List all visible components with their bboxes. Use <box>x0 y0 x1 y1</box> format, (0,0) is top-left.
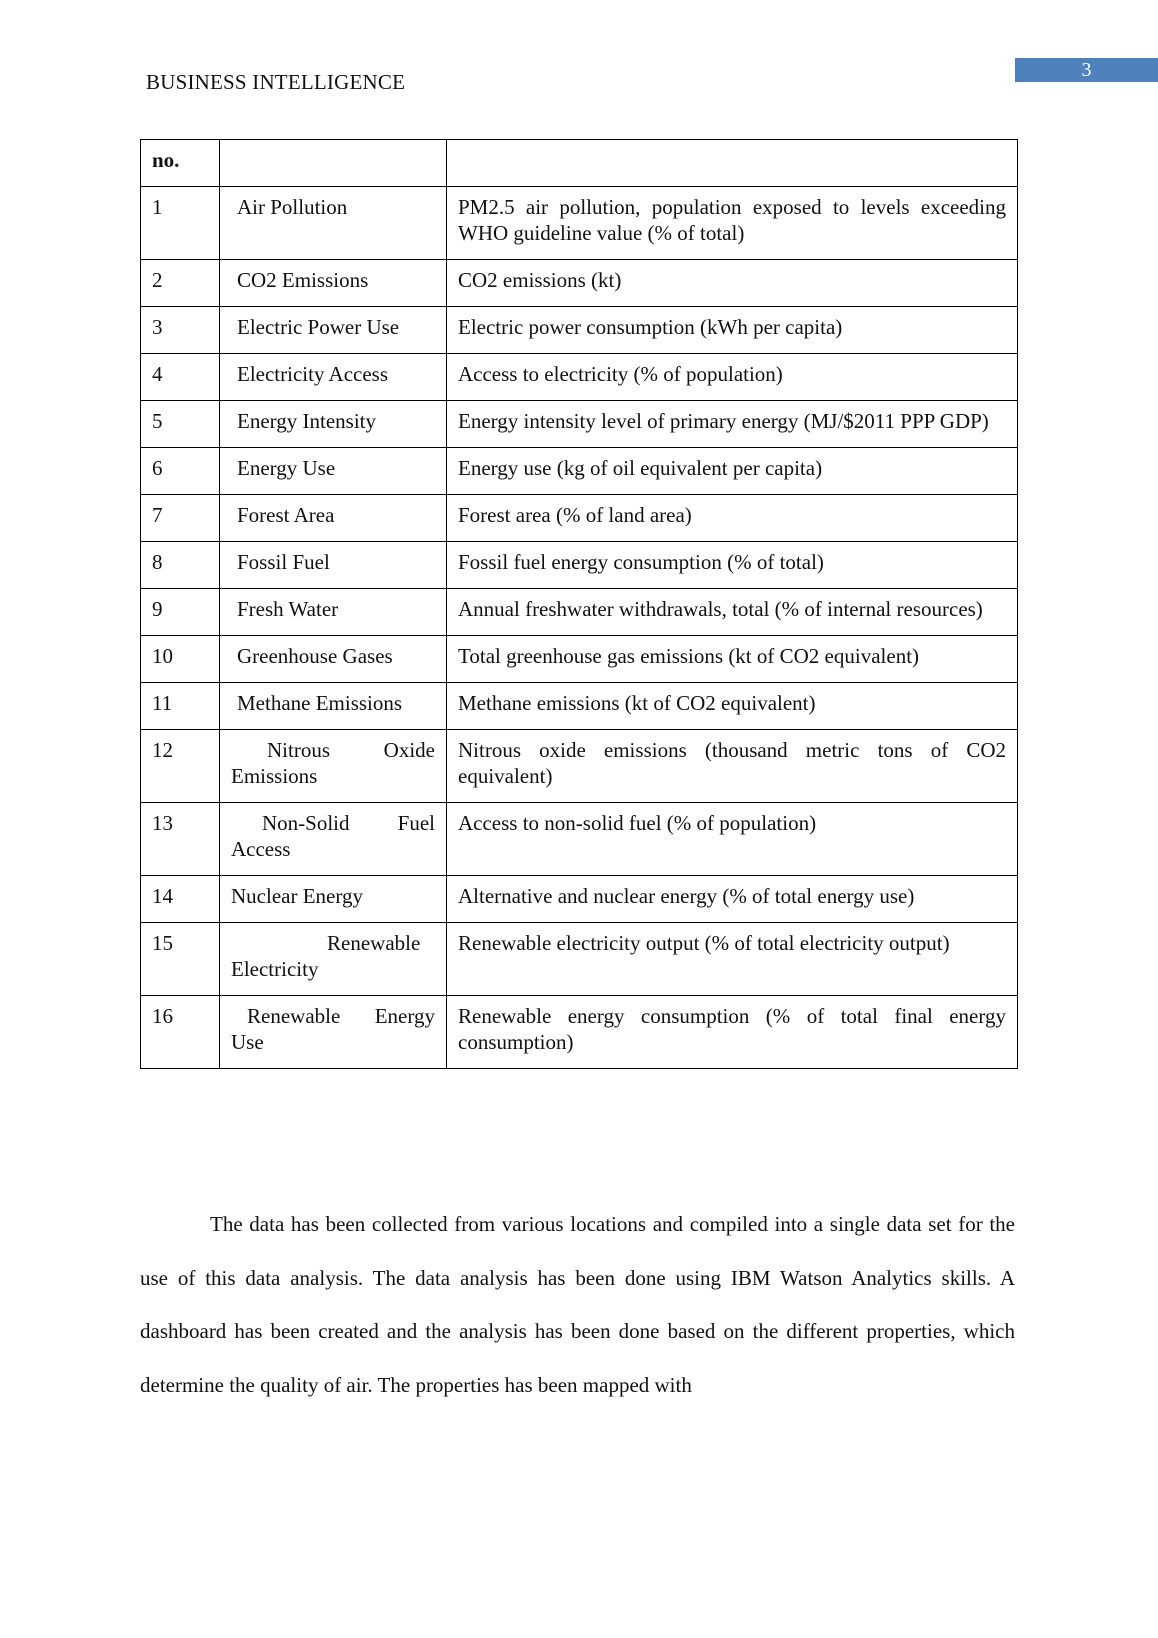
indicator-description: Energy intensity level of primary energy (MJ/$2011 PPP GDP) <box>447 401 1018 448</box>
indicator-description: Alternative and nuclear energy (% of total energy use) <box>447 876 1018 923</box>
row-number: 5 <box>141 401 220 448</box>
indicator-description: CO2 emissions (kt) <box>447 260 1018 307</box>
table-row <box>141 589 1018 636</box>
row-number: 12 <box>141 730 220 803</box>
row-number: 7 <box>141 495 220 542</box>
table-row <box>141 683 1018 730</box>
indicator-description: Energy use (kg of oil equivalent per capita) <box>447 448 1018 495</box>
row-number: 3 <box>141 307 220 354</box>
header-name-cell <box>220 140 447 187</box>
table-row <box>141 495 1018 542</box>
row-number: 4 <box>141 354 220 401</box>
row-number: 8 <box>141 542 220 589</box>
indicator-name: Greenhouse Gases <box>220 636 447 683</box>
body-paragraph: The data has been collected from various locations and compiled into a single data set for the use of this data analysis. The data analysis has been done using IBM Watson Analytics skills. A dashboard has been created and the analysis has been done based on the different properties, which determine the quality of air. The properties has been mapped with <box>140 1212 1015 1397</box>
table-row <box>141 730 1018 803</box>
indicator-name: Nitrous Oxide Emissions <box>220 730 447 803</box>
indicator-description: Annual freshwater withdrawals, total (% of internal resources) <box>447 589 1018 636</box>
indicator-description: Access to non-solid fuel (% of population) <box>447 803 1018 876</box>
indicator-name: Electric Power Use <box>220 307 447 354</box>
table-row <box>141 260 1018 307</box>
running-header: BUSINESS INTELLIGENCE <box>146 70 406 94</box>
indicator-name: Nuclear Energy <box>220 876 447 923</box>
indicator-name: Energy Intensity <box>220 401 447 448</box>
indicator-name: Methane Emissions <box>220 683 447 730</box>
indicator-description: Methane emissions (kt of CO2 equivalent) <box>447 683 1018 730</box>
row-number: 14 <box>141 876 220 923</box>
table-row <box>141 803 1018 876</box>
indicator-description: Access to electricity (% of population) <box>447 354 1018 401</box>
indicator-description: Renewable energy consumption (% of total final energy consumption) <box>447 996 1018 1069</box>
indicator-description: Fossil fuel energy consumption (% of total) <box>447 542 1018 589</box>
row-number: 9 <box>141 589 220 636</box>
table-row <box>141 636 1018 683</box>
indicator-name: Electricity Access <box>220 354 447 401</box>
table-row <box>141 923 1018 996</box>
indicator-name: Energy Use <box>220 448 447 495</box>
indicator-description: PM2.5 air pollution, population exposed to levels exceeding WHO guideline value (% of total) <box>447 187 1018 260</box>
table-header-row <box>141 140 1018 187</box>
indicator-name: Non-Solid Fuel Access <box>220 803 447 876</box>
indicator-name: Fresh Water <box>220 589 447 636</box>
indicator-name: CO2 Emissions <box>220 260 447 307</box>
indicator-name: Air Pollution <box>220 187 447 260</box>
row-number: 11 <box>141 683 220 730</box>
table-row <box>141 401 1018 448</box>
row-number: 15 <box>141 923 220 996</box>
row-number: 1 <box>141 187 220 260</box>
indicator-name: Fossil Fuel <box>220 542 447 589</box>
row-number: 2 <box>141 260 220 307</box>
indicator-name: Renewable Energy Use <box>220 996 447 1069</box>
page-number: 3 <box>1015 58 1158 82</box>
row-number: 13 <box>141 803 220 876</box>
header-no-cell: no. <box>141 140 220 187</box>
table-row <box>141 448 1018 495</box>
table-row <box>141 187 1018 260</box>
row-number: 6 <box>141 448 220 495</box>
table-row <box>141 307 1018 354</box>
row-number: 16 <box>141 996 220 1069</box>
indicator-description: Electric power consumption (kWh per capita) <box>447 307 1018 354</box>
table-row <box>141 354 1018 401</box>
indicator-description: Forest area (% of land area) <box>447 495 1018 542</box>
table-row <box>141 996 1018 1069</box>
table-row <box>141 876 1018 923</box>
indicator-description: Nitrous oxide emissions (thousand metric tons of CO2 equivalent) <box>447 730 1018 803</box>
header-desc-cell <box>447 140 1018 187</box>
indicator-name: Forest Area <box>220 495 447 542</box>
indicator-table <box>140 139 1018 1069</box>
indicator-name: Renewable Electricity <box>220 923 447 996</box>
table-row <box>141 542 1018 589</box>
row-number: 10 <box>141 636 220 683</box>
indicator-description: Renewable electricity output (% of total electricity output) <box>447 923 1018 996</box>
indicator-description: Total greenhouse gas emissions (kt of CO2 equivalent) <box>447 636 1018 683</box>
